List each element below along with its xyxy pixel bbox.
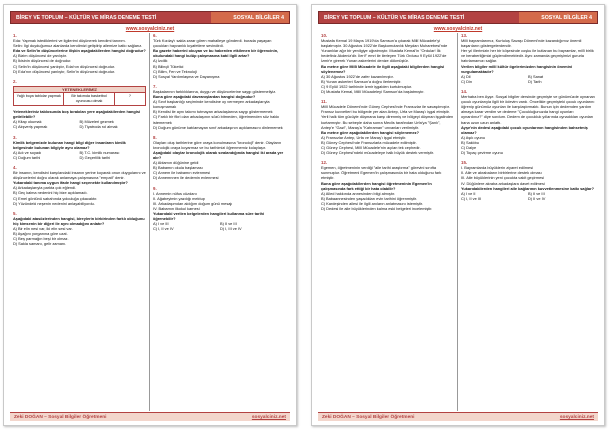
answer-option[interactable]: C) I, II ve IV bbox=[153, 226, 174, 232]
answer-option[interactable]: A) Dil bbox=[461, 73, 471, 79]
page-footer bbox=[318, 412, 598, 421]
answer-option[interactable]: C) 9 Eylül 1922 tarihinde İzmir işgalden kurtulmuştur. bbox=[321, 83, 413, 89]
question bbox=[153, 135, 287, 181]
answer-option[interactable]: B) Kendisi ile aynı takımı tutmayan arkadaşlarına saygı göstermemek bbox=[153, 109, 273, 115]
question-text: Başkalarının farklılıklarına, duygu ve düşüncelerine saygı göstermeliyiz. bbox=[153, 88, 277, 94]
answer-option[interactable]: D) Topaç çevirme oyunu bbox=[461, 150, 503, 156]
question-text: III. Arkadaşımdan aldığım doğum günü mesajı bbox=[153, 200, 233, 206]
answer-option[interactable]: A) Bir elin nesi var, iki elin sesi var. bbox=[13, 226, 73, 231]
answer-options bbox=[13, 226, 146, 246]
site-link[interactable]: www.sosyalciniz.net bbox=[433, 26, 483, 32]
author-label: Zeki DOĞAN – Sosyal Bilgiler Öğretmeni bbox=[322, 414, 415, 420]
column-left bbox=[318, 33, 458, 411]
answer-option[interactable]: A) Sınıf başkanlığı seçiminde kendisine oy vermeyen arkadaşlarıyla konuşmamak bbox=[153, 99, 270, 110]
question-number: 13. bbox=[461, 33, 468, 38]
answer-option[interactable]: D) II ve IV bbox=[528, 195, 546, 201]
answer-option[interactable]: B) Babaannesinden yaşadıkları evin tarihini öğrenmiştir. bbox=[321, 195, 418, 201]
answer-option[interactable]: D) Sosyal Yardımlaşma ve Dayanışma bbox=[153, 73, 220, 79]
question-text: IV. Babamın ilkokul karnesi bbox=[153, 205, 200, 211]
question bbox=[321, 33, 454, 94]
page-header bbox=[318, 11, 598, 24]
answer-options bbox=[461, 191, 595, 201]
question bbox=[13, 33, 146, 74]
answer-options bbox=[461, 74, 595, 84]
answer-option[interactable]: B) II ve III bbox=[220, 221, 237, 227]
question-text: Aşağıdaki olaylar kronolojik olarak sıralandığında hangisi iki arada yer alır? bbox=[153, 149, 284, 161]
question-text: II. Ağabeyimin yazdığı mektup bbox=[153, 195, 205, 201]
question bbox=[461, 160, 595, 201]
question-number: 5. bbox=[13, 210, 17, 216]
answer-option[interactable]: C) I, II ve III bbox=[461, 195, 482, 201]
question bbox=[13, 211, 146, 247]
answer-option[interactable]: D) I, III ve IV bbox=[220, 226, 242, 232]
answer-option[interactable]: B) T.C. kimlik numarası bbox=[79, 149, 120, 155]
question-number: 15. bbox=[461, 160, 468, 166]
question-text: Bu metne göre Millî Mücadele ile ilgili aşağıdaki bilgilerden hangisi söylenemez? bbox=[321, 63, 445, 74]
question-text: III. Aile büyüklerinin yeni çocukta vakit geçirmesi bbox=[461, 175, 545, 181]
answer-option[interactable]: B) Geç kalma nedenini hiç bize açıklamadı. bbox=[13, 190, 88, 196]
table-cell: ? bbox=[128, 93, 131, 98]
answer-option[interactable]: A) I ve III bbox=[153, 221, 169, 227]
answer-options bbox=[153, 58, 287, 78]
question-number: 2. bbox=[13, 78, 17, 84]
column-right bbox=[150, 33, 290, 411]
answer-option[interactable]: C) Doğum tarihi bbox=[13, 154, 41, 160]
question-number: 11. bbox=[321, 99, 327, 105]
test-title: BİREY VE TOPLUM – KÜLTÜR VE MİRAS DENEME TESTİ bbox=[319, 12, 519, 23]
answer-options bbox=[321, 191, 454, 211]
question-number: 1. bbox=[13, 33, 17, 38]
question-text: Buna göre aşağıdaki davranışlardan hangisi doğrudur? bbox=[153, 94, 256, 100]
question bbox=[153, 186, 287, 232]
answer-option[interactable]: A) Aşık oyunu bbox=[461, 134, 486, 140]
question-number: 8. bbox=[153, 134, 157, 140]
answer-option[interactable]: C) Alışveriş yapmak bbox=[13, 124, 48, 130]
column-left bbox=[10, 33, 150, 411]
answer-option[interactable]: C) Din bbox=[461, 78, 473, 84]
answer-option[interactable]: B) II ve III bbox=[528, 190, 545, 196]
question-number: 3. bbox=[13, 134, 17, 140]
answer-options bbox=[153, 221, 287, 231]
question-text: Türk Kızılay'ı sakla zarar gören mahalleye gönderdi. burada yaşayan çocukları hayvanlık kıyafetlere sevindirdi. bbox=[153, 38, 272, 49]
question-text: Aşağıdaki atasözlerinden hangisi, bireylerin birbirinden farklı olduğunu hiç kimsenin bir diğeri ile aynı olmadığını anlatır? bbox=[13, 215, 145, 226]
answer-option[interactable]: D) Tarih bbox=[528, 78, 542, 84]
answer-option[interactable]: C) Selin'in düşüncesi yanlıştır, Eda'nın düşüncesi doğrudur. bbox=[13, 63, 116, 69]
answer-option[interactable]: C) Annem ile babamın evlenmesi bbox=[153, 170, 211, 176]
answer-option[interactable]: D) Annemnnen ile dedemin evlenmesi bbox=[153, 175, 219, 181]
question-number: 9. bbox=[153, 185, 157, 191]
question-text: IV. Düğünlere akraba arkadaşlara davet edilmesi bbox=[461, 180, 545, 186]
answer-option[interactable]: C) Emel gönlünü sabahında yolculuğa çıkacaktır. bbox=[13, 195, 98, 201]
question bbox=[153, 33, 287, 79]
answer-option[interactable]: B) Sanat bbox=[528, 73, 544, 79]
question-text: Eda ve Selin'in düşüncelerine ilişkin aşağıdakilerden hangisi doğrudur? bbox=[13, 48, 146, 54]
question-text: Yukarıdakilerden hangileri aile bağlarının kuvvetlenmesine katkı sağlar? bbox=[461, 185, 594, 191]
answer-option[interactable]: B) Saklıbu bbox=[461, 139, 479, 145]
answer-option[interactable]: A) Alled hakkında annesinden bilgi almıştır. bbox=[321, 190, 396, 196]
column-right bbox=[458, 33, 598, 411]
answer-option[interactable]: A) Kitap okumak bbox=[13, 119, 42, 125]
question-text: Selin: İlgi duyduğumuz alanlarda kendimizi geliştirip ailemize katkı sağlarız. bbox=[13, 43, 143, 49]
answer-options bbox=[321, 74, 454, 94]
table-cell: Bir takımda basketbol oyuncusu olmak bbox=[64, 93, 114, 105]
answer-options bbox=[153, 160, 287, 180]
question-text: I. Bayramlarda büyüklerin ziyaret edilmesi bbox=[461, 165, 534, 171]
question bbox=[153, 84, 287, 130]
footer-site-link[interactable]: sosyalciniz.net bbox=[559, 414, 594, 420]
answer-option[interactable]: A) Ablamın düğünine geldi bbox=[153, 160, 199, 166]
question-text: Egemen, öğretmeninin verdiği "aile tarihi araştırma" görevini sınıfta sunmuştur. Öğretmeni Egemen'in çalışmasında bir hata olduğunu fark etmiştir. bbox=[321, 165, 442, 181]
question-text: Kimlik belgemizde bulunan hangi bilgi diğer insanların kimlik belgesinde bulunan bilgiyle aynı olamaz? bbox=[13, 139, 126, 150]
answer-option[interactable]: A) İzcilik bbox=[153, 58, 168, 64]
question bbox=[321, 99, 454, 155]
question-number: 7. bbox=[153, 83, 157, 89]
answer-option[interactable]: B) Yunan askerleri Samsun'a doğru ilerlemiştir. bbox=[321, 78, 402, 84]
answer-option[interactable]: C) Güney Cephesi, Millî Mücadele'nin açılan tek cephedir. bbox=[321, 144, 421, 150]
subject-label: SOSYAL BİLGİLER 4 bbox=[519, 12, 597, 23]
answer-option[interactable]: D) Doğum günüme katılamayan sınıf arkadaşının açıklamasını dinlememek bbox=[153, 124, 283, 130]
answer-option[interactable]: D) Güney Cephesi'ndeki mücadeleye halk büyük destek vermiştir. bbox=[321, 150, 434, 156]
answer-option[interactable]: C) Bilim, Fen ve Teknoloji bbox=[153, 68, 197, 74]
question bbox=[461, 89, 595, 155]
question-text: Mustafa Kemal 19 Mayıs 1919'da Samsun'a çıkarak Millî Mücadele'yi başlatmıştır. 30 Ağustos 1922'de Başkomutanlık Meydan Muharebesi'nde Yunanlılar ağır bir yenilgiye uğratmıştır. Mustafa Kemal'in "Ordular! İlk hedefiniz Akdeniz'dir. İleri!" emri ile ilerleyen Türk Ordusu 9 Eylül 1922'de İzmir'e girerek Yunan askerlerini denize dökmüştür. bbox=[321, 38, 448, 64]
answer-option[interactable]: B) Müzeleri gezmek bbox=[79, 119, 114, 125]
question-number: 6. bbox=[153, 33, 157, 38]
question-text: Milli bayramlarımız, Kurtuluş Savaşı Dönemi'nde kazandığımız önemli başarıların göstergelerdendir. bbox=[461, 38, 582, 49]
question-text: Olayları oluş tarihlerine göre oraya konulmasına "kronoloji" denir. Olayların kronolojik oraya koyarmaz ve bu tarihimizi öğrenmemiz kolaylaşır. bbox=[153, 139, 282, 150]
answer-options bbox=[461, 135, 595, 155]
question-number: 4. bbox=[13, 164, 17, 170]
answer-option[interactable]: C) Beş parmağın beşi bir olmaz. bbox=[13, 236, 69, 242]
question bbox=[321, 160, 454, 211]
question-text: Her yıl illerimizin her bir köşesinde coşku ile kutlanan bu bayramlar, millî birlik ve beraberliğimizi güçlendirmektedir. Aynı zamanda geçmişimizi gururla hatırlamamızı sağlar. bbox=[461, 48, 594, 64]
question-text: Millî Mücadele Dönemi'nde Güney Cephesi'nde Fransızlar ile savaşılmıştır. Fransız kuvvetleri bu bölgede yer alan Antep, Urfa ve Maraş'ı işgal etmiştir. Yerli halk tüm gücüyle düşmana karşı direnmiş ve bölgeyi düşman işgalinden kurtarmıştır. Bu sebeple daha sonra Meclis tarafından Urfa'ya "Şanlı", Antep'e "Gazi", Maraş'a "Kahraman" unvanları verilmiştir. bbox=[321, 104, 454, 130]
answer-options bbox=[13, 150, 146, 160]
answer-option[interactable]: D) Dedesi ile aile büyüklerinden kalma eski belgeleri incelemiştir. bbox=[321, 206, 433, 211]
question-text: Eda: Yapmak istediklerimi ve ilgilerimi düşünerek kendimi tanırım. bbox=[13, 38, 126, 44]
answer-option[interactable]: B) Güney Cephesi'nde Fransızlarla mücadele edilmiştir. bbox=[321, 139, 417, 145]
answer-options bbox=[13, 53, 146, 73]
answer-option[interactable]: C) Dalye bbox=[461, 144, 477, 150]
answer-option[interactable]: D) Sakla samanı, gelir zamanı. bbox=[13, 241, 67, 247]
footer-site-link[interactable]: sosyalciniz.net bbox=[251, 414, 286, 420]
question bbox=[13, 79, 146, 130]
talent-table bbox=[13, 86, 146, 106]
answer-option[interactable]: B) Ayağını yorganına göre uzat. bbox=[13, 231, 68, 237]
answer-option[interactable]: C) Farklı bir fikri olan arkadaşının sözü bitmeden, öğretmenden söz hakkı istememek bbox=[153, 114, 280, 125]
question bbox=[461, 33, 595, 84]
answer-option[interactable]: A) Adı ve soyadı bbox=[13, 149, 42, 155]
site-link[interactable]: www.sosyalciniz.net bbox=[125, 26, 175, 32]
question-text: Buna göre aşağıdakilerden hangisi öğretmeninin Egemen'in çalışmasında fark ettiği bir hata olabilir? bbox=[321, 180, 432, 191]
answer-option[interactable]: A) Fransızlar Antep, Urfa ve Maraş'ı işgal etmiştir. bbox=[321, 134, 407, 140]
page-header bbox=[10, 11, 290, 24]
answer-option[interactable]: A) I ve II bbox=[461, 190, 476, 196]
subject-label: SOSYAL BİLGİLER 4 bbox=[211, 12, 289, 23]
question-text: Yetenekleriniz tablosunda boş bırakılan yere aşağıdakilerden hangisi getirilebilir? bbox=[13, 109, 141, 120]
answer-option[interactable]: D) Geçerlilik tarihi bbox=[79, 154, 111, 160]
answer-option[interactable]: B) Bilinçli Tüketici bbox=[153, 63, 184, 69]
question-text: Bir insanın, kendisini karşılandaki insanın yerine koyarak onun duygularını ve düşüncelerini doğru olarak anlamaya çalışmasına "empati" denir. bbox=[13, 170, 146, 181]
question bbox=[13, 135, 146, 160]
answer-options bbox=[321, 135, 454, 155]
question bbox=[13, 165, 146, 206]
question-text: I. Annemin nüfus cüzdanı bbox=[153, 190, 197, 196]
table-row bbox=[14, 93, 145, 105]
question-number: 14. bbox=[461, 88, 468, 94]
answer-options bbox=[13, 119, 146, 129]
author-label: Zeki DOĞAN – Sosyal Bilgiler Öğretmeni bbox=[14, 414, 107, 420]
test-title: BİREY VE TOPLUM – KÜLTÜR VE MİRAS DENEME TESTİ bbox=[11, 12, 211, 23]
question-text: II. Aile ve akrabaların birbirlerine destek olması bbox=[461, 170, 542, 176]
question-text: Ayşe'nin dedesi aşağıdaki çocuk oyunlarının hangisinden bahsetmiş olamaz? bbox=[461, 124, 588, 135]
answer-option[interactable]: B) Babamın okula başlaması bbox=[153, 165, 203, 171]
question-text: Bu gazete haberini okuyan ve bu haberden etkilenen bir öğrencinin, okulundaki hangi kulüp çalışmasına katıl ilgili artar? bbox=[153, 48, 279, 59]
answer-option[interactable]: B) İkisinin düşüncesi de doğrudur. bbox=[13, 58, 72, 64]
answer-option[interactable]: A) Bizim düşüncesi de yanlıştır. bbox=[13, 53, 68, 59]
answer-option[interactable]: C) Kardeşinden ailesi ile ilgili anıların anlatmasını istemiştir. bbox=[321, 200, 424, 206]
answer-option[interactable]: D) Eda'nın düşüncesi yanlıştır, Selin'in düşüncesi doğrudur. bbox=[13, 68, 116, 74]
question-text: Verilen bilgiler millî kültür ögelerimizden hangisinin önemini vurgulamaktadır? bbox=[461, 63, 573, 74]
answer-option[interactable]: D) Mustafa Kemal, Millî Mücadeleyi Samsun'da başlatmıştır. bbox=[321, 89, 425, 95]
table-cell: Yağlı boya tablolar yapmak bbox=[14, 93, 64, 105]
answer-option[interactable]: A) 30 Ağustos 1922'de zafer kazanılmıştır. bbox=[321, 73, 394, 79]
answer-option[interactable]: A) Arkadaşlarıyla parkta çok eğlendi. bbox=[13, 185, 77, 191]
answer-options bbox=[153, 99, 287, 130]
question-text: Merhaba ben Ayşe. Sosyal bilgiler dersinde geçmişte ve günümüzde oynanan çocuk oyunlarıyla ilgili bir ödevim vardı. Öncelikle geçmişteki çocuk oyunlarını öğrenip günümüz oyunları ile karşılaştırmaktı. Bunun için dedemden yardım almaya karar verdim ve dedeme "Çocukluğunuzda hangi oyunları oynardınız?" diye sordum. Dedem de çocukluk yıllarında oynadıkları oyunları bana uzun uzun anlattı. bbox=[461, 94, 595, 125]
table-header: YETENEKLERİMİZ bbox=[14, 87, 145, 93]
question-number: 12. bbox=[321, 160, 328, 166]
question-text: Yukarıdaki verilen belgelerden hangileri kullanma süre tarihi öğrenebilir? bbox=[153, 211, 265, 222]
question-number: 10. bbox=[321, 33, 328, 38]
page-left bbox=[3, 4, 297, 426]
answer-option[interactable]: D) Yüzündeki neşenin nedenini anlayabiliyordu. bbox=[13, 200, 95, 206]
page-footer bbox=[10, 412, 290, 421]
page-right bbox=[311, 4, 605, 426]
answer-option[interactable]: D) Tiyatroda rol almak bbox=[79, 124, 118, 130]
answer-options bbox=[13, 185, 146, 205]
question-text: Yukarıdaki tanıma uygun ifade hangi seçenekte kullanılmıştır? bbox=[13, 180, 128, 186]
question-text: Bu metne göre aşağıdakilerden hangisi söylenemez? bbox=[321, 129, 419, 135]
